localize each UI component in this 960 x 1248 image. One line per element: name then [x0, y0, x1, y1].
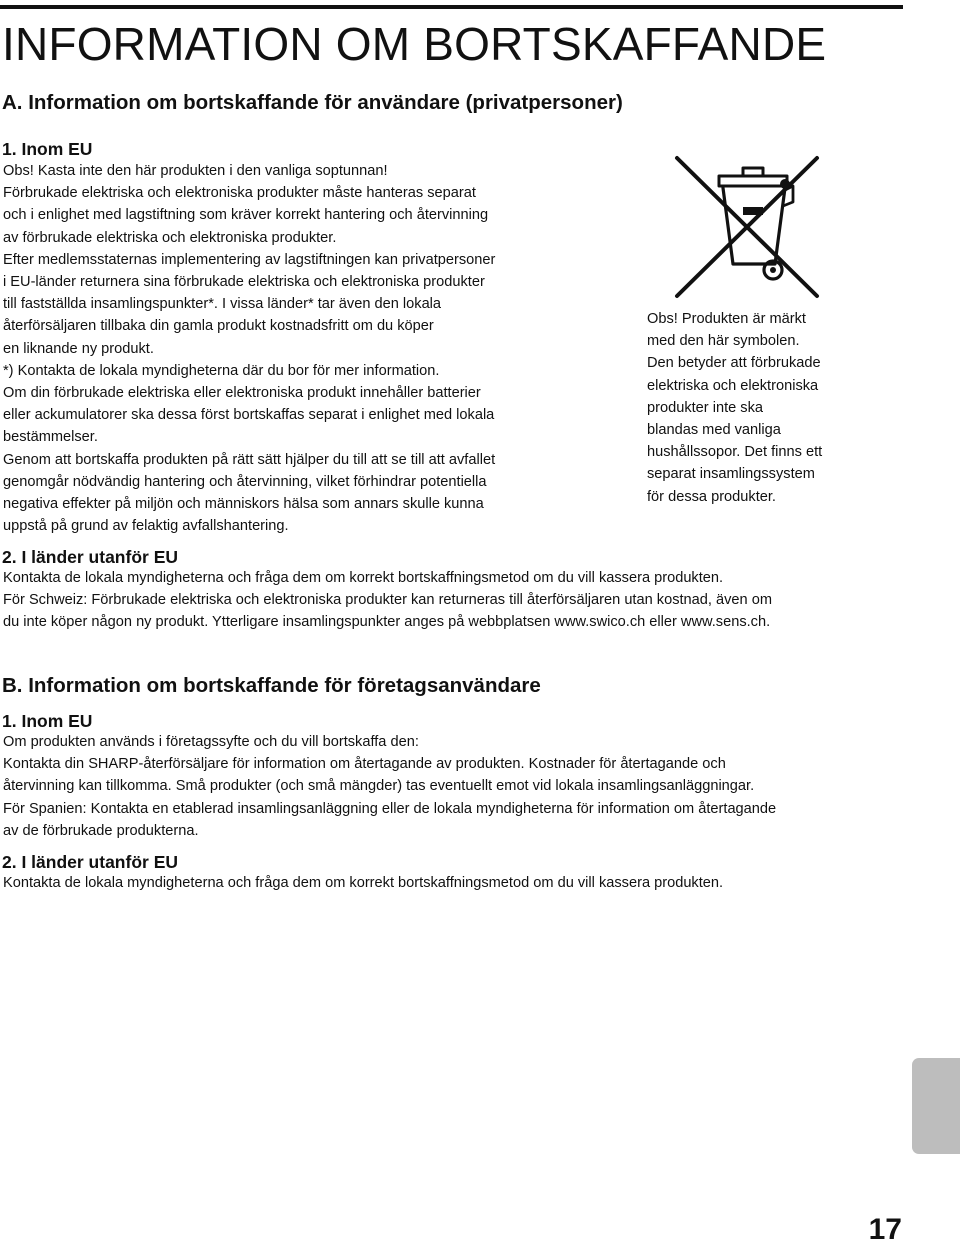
section-b-outside-heading: 2. I länder utanför EU: [2, 852, 178, 872]
symbol-note: [647, 308, 862, 508]
body-line: bestämmelser.: [3, 429, 98, 446]
body-line: negativa effekter på miljön och människors hälsa som annars skulle kunna: [3, 496, 484, 513]
body-line: uppstå på grund av felaktig avfallshantering.: [3, 518, 289, 535]
body-line: återvinning kan tillkomma. Små produkter (och små mängder) tas eventuellt emot vid lokala insamlingsanläggningar.: [3, 778, 755, 795]
body-line: Genom att bortskaffa produkten på rätt sätt hjälper du till att se till att avfallet: [3, 451, 496, 468]
note-line: hushållssopor. Det finns ett: [647, 444, 823, 461]
body-line: Obs! Kasta inte den här produkten i den vanliga soptunnan!: [3, 163, 388, 179]
body-line: av de förbrukade produkterna.: [3, 822, 199, 839]
body-line: Förbrukade elektriska och elektroniska produkter måste hanteras separat: [3, 185, 476, 202]
section-a-eu-body: [3, 160, 623, 537]
note-line: produkter inte ska: [647, 399, 764, 416]
body-line: du inte köper någon ny produkt. Ytterligare insamlingspunkter anges på webbplatsen www.swico.ch eller www.sens.ch.: [3, 614, 771, 631]
section-b-eu-body: [3, 731, 923, 842]
body-line: Kontakta de lokala myndigheterna och fråga dem om korrekt bortskaffningsmetod om du vill kassera produkten.: [3, 875, 724, 891]
section-a-outside-body: [3, 567, 923, 634]
body-line: eller ackumulatorer ska dessa först bortskaffas separat i enlighet med lokala: [3, 407, 495, 424]
body-line: För Spanien: Kontakta en etablerad insamlingsanläggning eller de lokala myndigheterna för information om återtagande: [3, 800, 777, 817]
section-b-heading: B. Information om bortskaffande för företagsanvändare: [2, 674, 541, 697]
body-line: genomgår nödvändig hantering och återvinning, vilket förhindrar potentiella: [3, 473, 487, 490]
page-number: 17: [868, 1213, 902, 1246]
body-line: en liknande ny produkt.: [3, 340, 154, 357]
top-rule: [0, 5, 903, 9]
body-line: i EU-länder returnera sina förbrukade elektriska och elektroniska produkter: [3, 274, 485, 291]
note-line: Obs! Produkten är märkt: [647, 311, 806, 327]
body-line: av förbrukade elektriska och elektroniska produkter.: [3, 229, 337, 246]
note-line: elektriska och elektroniska: [647, 377, 819, 394]
body-line: Om din förbrukade elektriska eller elektroniska produkt innehåller batterier: [3, 385, 481, 402]
page-title: INFORMATION OM BORTSKAFFANDE: [2, 18, 827, 70]
body-line: och i enlighet med lagstiftning som kräver korrekt hantering och återvinning: [3, 207, 489, 224]
note-line: blandas med vanliga: [647, 422, 781, 439]
body-line: Efter medlemsstaternas implementering av lagstiftningen kan privatpersoner: [3, 251, 496, 268]
body-line: Om produkten används i företagssyfte och du vill bortskaffa den:: [3, 734, 419, 750]
section-a-outside-heading: 2. I länder utanför EU: [2, 547, 178, 567]
body-line: Kontakta de lokala myndigheterna och fråga dem om korrekt bortskaffningsmetod om du vill kassera produkten.: [3, 570, 724, 586]
body-line: Kontakta din SHARP-återförsäljare för information om återtagande av produkten. Kostnader för återtagande och: [3, 756, 726, 773]
section-a-eu-heading: 1. Inom EU: [2, 139, 93, 159]
section-a-heading: A. Information om bortskaffande för användare (privatpersoner): [2, 91, 623, 114]
section-b-outside-body: [3, 872, 923, 894]
body-line: För Schweiz: Förbrukade elektriska och elektroniska produkter kan returneras till återförsäljaren utan kostnad, även om: [3, 592, 772, 609]
body-line: till fastställda insamlingspunkter*. I vissa länder* tar även den lokala: [3, 296, 442, 313]
note-line: för dessa produkter.: [647, 488, 776, 505]
body-line: återförsäljaren tillbaka din gamla produkt kostnadsfritt om du köper: [3, 318, 434, 335]
note-line: separat insamlingssystem: [647, 466, 815, 483]
note-line: Den betyder att förbrukade: [647, 355, 821, 372]
note-line: med den här symbolen.: [647, 333, 800, 350]
body-line: *) Kontakta de lokala myndigheterna där du bor för mer information.: [3, 362, 440, 379]
chapter-tab-marker: [912, 1058, 960, 1154]
section-b-eu-heading: 1. Inom EU: [2, 711, 93, 731]
crossed-out-wheelie-bin-icon: [671, 150, 823, 302]
